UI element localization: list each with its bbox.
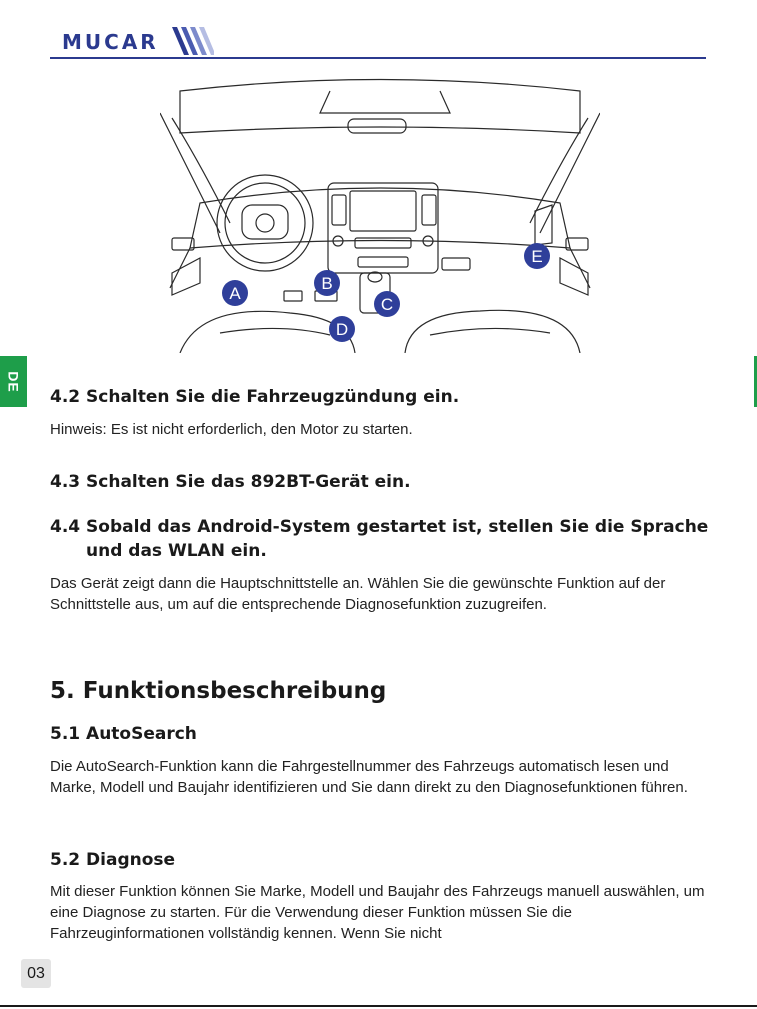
marker-b: B <box>321 274 333 293</box>
marker-c: C <box>380 295 394 314</box>
note-4-2: Hinweis: Es ist nicht erforderlich, den Motor zu starten. <box>50 421 413 438</box>
heading-4-4-line2: und das WLAN ein. <box>86 541 267 561</box>
body-5-2: Mit dieser Funktion können Sie Marke, Modell und Baujahr des Fahrzeugs manuell auswählen, um eine Diagnose zu starten. Für die Verwendung dieser Funktion müssen Sie die Fahrzeuginformationen vollständig kennen. Wenn Sie nicht <box>50 883 705 942</box>
heading-5: 5. Funktionsbeschreibung <box>50 678 387 704</box>
heading-5-1: 5.1 AutoSearch <box>50 724 197 744</box>
heading-5-2: 5.2 Diagnose <box>50 850 176 870</box>
language-tab <box>0 356 27 407</box>
body-4-4: Das Gerät zeigt dann die Hauptschnittstelle an. Wählen Sie die gewünschte Funktion auf der Schnittstelle aus, um auf die entsprechende Diagnosefunktion zuzugreifen. <box>50 575 666 613</box>
page-number: 03 <box>21 959 51 988</box>
header-rule <box>50 57 706 59</box>
brand-logo: MUCAR <box>62 30 159 54</box>
car-dashboard-illustration <box>160 73 600 353</box>
logo-slashes-icon <box>170 25 214 57</box>
body-5-1: Die AutoSearch-Funktion kann die Fahrgestellnummer des Fahrzeugs automatisch lesen und Marke, Modell und Baujahr identifizieren und Sie dann direkt zu den Diagnosefunktionen führen. <box>50 758 688 796</box>
bottom-rule <box>0 1005 757 1007</box>
language-tab-label: DE <box>5 370 22 393</box>
heading-4-2: 4.2 Schalten Sie die Fahrzeugzündung ein. <box>50 387 460 407</box>
heading-4-4-line1: 4.4 Sobald das Android-System gestartet ist, stellen Sie die Sprache <box>50 517 709 537</box>
marker-d: D <box>335 320 349 339</box>
heading-4-3: 4.3 Schalten Sie das 892BT-Gerät ein. <box>50 472 411 492</box>
marker-e: E <box>531 247 543 266</box>
marker-a: A <box>229 284 241 303</box>
